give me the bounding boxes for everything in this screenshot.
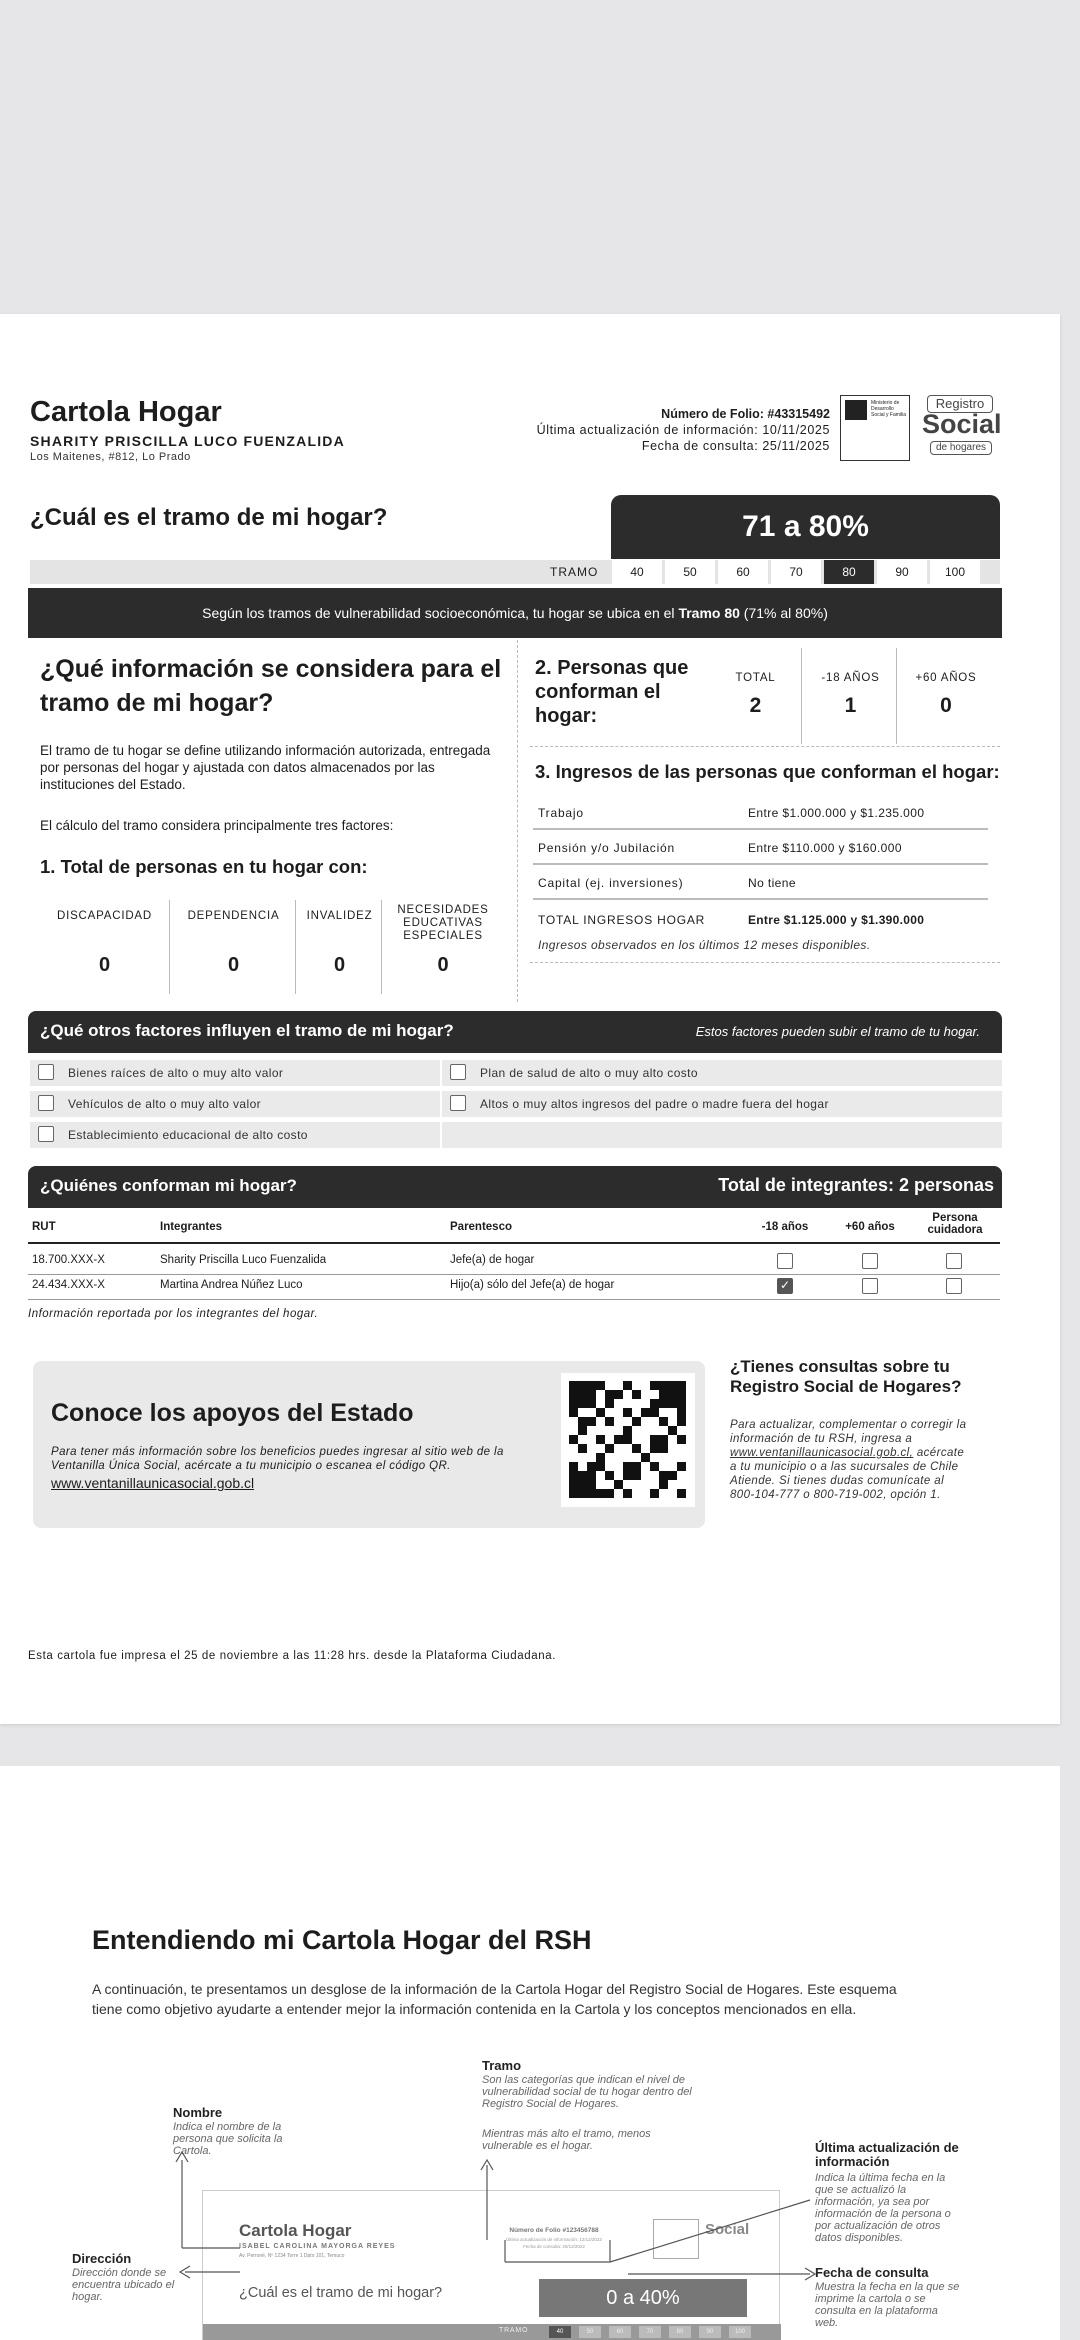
disability-col: [384, 900, 502, 994]
row-rule: [28, 1299, 1000, 1300]
qr-module: [659, 1381, 668, 1390]
household-value: 2: [749, 694, 762, 717]
household-value: 0: [940, 694, 952, 717]
factor-row-empty: [442, 1122, 1002, 1148]
table-row: [0, 1250, 1060, 1274]
income-value: Entre $1.000.000 y $1.235.000: [748, 806, 925, 820]
help-link[interactable]: www.ventanillaunicasocial.gob.cl,: [730, 1447, 914, 1459]
qr-module: [668, 1399, 677, 1408]
mini-tramo-tick: 60: [609, 2326, 631, 2338]
disability-col: [40, 900, 170, 994]
rsh-logo: Social: [705, 2221, 750, 2238]
mini-tramo-tick: 40: [549, 2326, 571, 2338]
disability-value: 0: [98, 954, 111, 976]
qr-module: [569, 1381, 578, 1390]
factor-row: [30, 1091, 440, 1117]
income-divider: [533, 898, 988, 900]
disability-label: DISCAPACIDAD: [56, 910, 152, 922]
qr-module: [569, 1489, 578, 1498]
table-row: [0, 1275, 1060, 1299]
factor-checkbox[interactable]: [450, 1064, 466, 1080]
disability-col: [172, 900, 296, 994]
qr-module: [623, 1489, 632, 1498]
disability-label: NECESIDADES EDUCATIVAS ESPECIALES: [397, 904, 489, 942]
tramo-tick: 50: [665, 560, 715, 584]
household-col: [805, 648, 897, 744]
qr-module: [614, 1480, 623, 1489]
member-rut: 24.434.XXX-X: [32, 1279, 105, 1291]
section-3-title: 3. Ingresos de las personas que conforman el hogar:: [535, 761, 1000, 782]
members-header: ¿Quiénes conforman mi hogar? Total de integrantes: 2 personas: [28, 1166, 1002, 1208]
ann-update-title: Última actualización de información: [815, 2140, 959, 2169]
qr-module: [614, 1390, 623, 1399]
rsh-logo: Registro Social de hogares: [922, 396, 1002, 453]
qr-module: [578, 1471, 587, 1480]
qr-module: [650, 1399, 659, 1408]
qr-module: [587, 1489, 596, 1498]
disability-label: INVALIDEZ: [306, 910, 373, 922]
table-header: RUT: [32, 1221, 56, 1233]
qr-module: [623, 1435, 632, 1444]
disability-label: DEPENDENCIA: [187, 910, 280, 922]
total-income-value: Entre $1.125.000 y $1.390.000: [748, 913, 925, 927]
ann-tramo-title: Tramo: [482, 2058, 522, 2073]
chile-shield-icon: [845, 400, 867, 420]
household-value: 1: [844, 694, 857, 717]
qr-module: [578, 1489, 587, 1498]
income-value: No tiene: [748, 876, 796, 890]
qr-module: [632, 1462, 641, 1471]
income-value: Entre $110.000 y $160.000: [748, 841, 902, 855]
last-update: Última actualización de información: 10/11/2025: [536, 423, 830, 437]
divider: [530, 962, 1000, 963]
qr-module: [659, 1417, 668, 1426]
qr-module: [596, 1408, 605, 1417]
member-name: Martina Andrea Núñez Luco: [160, 1279, 303, 1291]
table-header: -18 años: [761, 1221, 809, 1233]
tramo-tick: 90: [877, 560, 927, 584]
qr-module: [632, 1390, 641, 1399]
member-rut: 18.700.XXX-X: [32, 1254, 105, 1266]
ann-date-title: Fecha de consulta: [815, 2265, 929, 2280]
mini-tramo-tick: 80: [669, 2326, 691, 2338]
table-header-rule: [28, 1242, 1000, 1244]
qr-module: [578, 1480, 587, 1489]
household-label: -18 AÑOS: [821, 672, 880, 684]
qr-module: [596, 1489, 605, 1498]
qr-module: [587, 1480, 596, 1489]
qr-module: [587, 1471, 596, 1480]
qr-module: [605, 1417, 614, 1426]
factor-row: [30, 1122, 440, 1148]
qr-module: [641, 1408, 650, 1417]
qr-module: [677, 1462, 686, 1471]
qr-module: [677, 1489, 686, 1498]
ann-name-desc: Indica el nombre de la persona que solicita la Cartola.: [173, 2121, 283, 2157]
qr-module: [677, 1390, 686, 1399]
factors-header: ¿Qué otros factores influyen el tramo de mi hogar? Estos factores pueden subir el tramo de tu hogar.: [28, 1011, 1002, 1053]
qr-module: [578, 1390, 587, 1399]
qr-module: [632, 1444, 641, 1453]
qr-module: [641, 1453, 650, 1462]
factor-label: Bienes raíces de alto o muy alto valor: [68, 1066, 284, 1080]
page-title: Cartola Hogar: [30, 396, 222, 428]
disability-value: 0: [227, 954, 240, 976]
table-header: Persona cuidadora: [927, 1212, 983, 1236]
qr-module: [569, 1435, 578, 1444]
factor-label: Establecimiento educacional de alto costo: [68, 1128, 308, 1142]
checked-checkbox[interactable]: ✓: [777, 1278, 793, 1294]
factor-label: Altos o muy altos ingresos del padre o madre fuera del hogar: [480, 1097, 829, 1111]
ann-update-desc: Indica la última fecha en la que se actualizó la información, ya sea por información de la persona o por actualización de otros datos disponibles.: [815, 2172, 951, 2244]
qr-module: [659, 1390, 668, 1399]
factor-label: Plan de salud de alto o muy alto costo: [480, 1066, 698, 1080]
qr-module: [677, 1399, 686, 1408]
qr-module: [605, 1444, 614, 1453]
help-text: Para actualizar, complementar o corregir la información de tu RSH, ingresa a www.ventanillaunicasocial.gob.cl, acércate a tu municipio o a las sucursales de Chile Atiende. Si tienes dudas comunícate al 800-104-777 o 800-719-002, opción 1.: [730, 1419, 967, 1501]
factor-checkbox[interactable]: [38, 1095, 54, 1111]
qr-module: [677, 1435, 686, 1444]
qr-module: [569, 1471, 578, 1480]
qr-module: [569, 1480, 578, 1489]
qr-module: [659, 1444, 668, 1453]
qr-module: [632, 1417, 641, 1426]
mini-tramo-tick: 70: [639, 2326, 661, 2338]
disability-value: 0: [437, 954, 449, 976]
qr-module: [596, 1453, 605, 1462]
member-relationship: Hijo(a) sólo del Jefe(a) de hogar: [450, 1279, 615, 1291]
qr-module: [578, 1381, 587, 1390]
qr-module: [587, 1390, 596, 1399]
qr-module: [623, 1381, 632, 1390]
holder-name: SHARITY PRISCILLA LUCO FUENZALIDA: [30, 433, 345, 449]
income-note: Ingresos observados en los últimos 12 meses disponibles.: [538, 938, 871, 952]
disability-value: 0: [333, 954, 346, 976]
qr-module: [650, 1435, 659, 1444]
qr-module: [623, 1408, 632, 1417]
qr-module: [632, 1471, 641, 1480]
factor-checkbox[interactable]: [38, 1064, 54, 1080]
table-header: Parentesco: [450, 1221, 513, 1233]
factor-label: Vehículos de alto o muy alto valor: [68, 1097, 262, 1111]
qr-code-icon[interactable]: [561, 1373, 695, 1507]
folio-number: Número de Folio: #43315492: [661, 407, 830, 421]
qr-module: [668, 1471, 677, 1480]
support-card: [33, 1361, 705, 1528]
qr-module: [650, 1462, 659, 1471]
qr-module: [650, 1408, 659, 1417]
qr-module: [614, 1435, 623, 1444]
info-heading: ¿Qué información se considera para el tramo de mi hogar?: [40, 655, 502, 717]
guide-intro: A continuación, te presentamos un desglose de la información de la Cartola Hogar del Registro Social de Hogares. Este esquema tiene como objetivo ayudarte a entender mejor la información contenida en la Cartola y los conceptos mencionados en ella.: [92, 1981, 897, 2017]
ann-address-desc: Dirección donde se encuentra ubicado el hogar.: [72, 2267, 175, 2303]
qr-module: [650, 1444, 659, 1453]
tramo-result: 71 a 80%: [611, 495, 1000, 559]
qr-module: [578, 1426, 587, 1435]
factors-paragraph: El cálculo del tramo considera principalmente tres factores:: [40, 818, 394, 833]
print-footer: Esta cartola fue impresa el 25 de noviembre a las 11:28 hrs. desde la Plataforma Ciudadana.: [28, 1650, 557, 1662]
household-label: TOTAL: [735, 672, 776, 684]
factor-row: [30, 1060, 440, 1086]
ann-tramo-desc2: Mientras más alto el tramo, menos vulnerable es el hogar.: [482, 2128, 651, 2152]
tramo-scale: TRAMO 40 50 60 70 80 90 100: [30, 560, 1000, 584]
qr-module: [569, 1390, 578, 1399]
member-checkbox[interactable]: [946, 1253, 962, 1269]
holder-address: Los Maitenes, #812, Lo Prado: [30, 451, 191, 463]
tramo-question: ¿Cuál es el tramo de mi hogar?: [30, 504, 388, 531]
qr-module: [587, 1381, 596, 1390]
member-checkbox[interactable]: [946, 1278, 962, 1294]
tramo-tick: 80: [824, 560, 874, 584]
household-col: [710, 648, 802, 744]
factor-checkbox[interactable]: [38, 1126, 54, 1142]
qr-module: [569, 1462, 578, 1471]
column-divider: [517, 640, 518, 1002]
member-relationship: Jefe(a) de hogar: [450, 1254, 535, 1266]
qr-module: [659, 1471, 668, 1480]
qr-module: [605, 1471, 614, 1480]
member-checkbox[interactable]: [777, 1253, 793, 1269]
ministry-logo: Ministerio de Desarrollo Social y Familia: [840, 395, 910, 461]
factor-row: [442, 1091, 1002, 1117]
member-checkbox[interactable]: [862, 1253, 878, 1269]
qr-module: [677, 1381, 686, 1390]
qr-module: [596, 1381, 605, 1390]
mini-tramo-tick: 50: [579, 2326, 601, 2338]
tramo-tick: 40: [612, 560, 662, 584]
qr-module: [668, 1390, 677, 1399]
ann-date-desc: Muestra la fecha en la que se imprime la cartola o se consulta en la plataforma web.: [815, 2281, 960, 2329]
tramo-tick: 60: [718, 560, 768, 584]
qr-module: [677, 1417, 686, 1426]
mini-tramo-tick: 90: [699, 2326, 721, 2338]
household-label: +60 AÑOS: [915, 672, 977, 684]
qr-module: [596, 1435, 605, 1444]
guide-connectors: [0, 2100, 1060, 2340]
income-label: Pensión y/o Jubilación: [538, 841, 676, 855]
tramo-tick: 70: [771, 560, 821, 584]
qr-module: [623, 1471, 632, 1480]
mini-cartola: Cartola Hogar ISABEL CAROLINA MAYORGA REYES Av. Perroné, Nº 1234 Torre 1 Dpto 101, Temuco Número de Folio #123456788 Última actualización de información: 12/12/2022 Fecha de consulta: 20/12/2022 Social ¿Cuál es el tramo de mi hogar? 0 a 40% TRAMO 40 50 60 70 80 90 100: [202, 2190, 780, 2340]
support-link[interactable]: www.ventanillaunicasocial.gob.cl: [51, 1475, 255, 1491]
info-paragraph: El tramo de tu hogar se define utilizando información autorizada, entregada por personas del hogar y ajustada con datos almacenados por las instituciones del Estado.: [40, 743, 491, 792]
qr-module: [596, 1462, 605, 1471]
qr-module: [605, 1489, 614, 1498]
tramo-tick: 100: [930, 560, 980, 584]
qr-module: [650, 1381, 659, 1390]
tramo-banner: Según los tramos de vulnerabilidad socioeconómica, tu hogar se ubica en el Tramo 80 (71% al 80%): [28, 588, 1002, 638]
support-text: Para tener más información sobre los beneficios puedes ingresar al sitio web de la Ventanilla Única Social, acércate a tu municipio o escanea el código QR.: [51, 1446, 504, 1472]
income-divider: [533, 863, 988, 865]
ann-address-title: Dirección: [72, 2251, 132, 2266]
ann-name-title: Nombre: [173, 2105, 223, 2120]
qr-module: [659, 1480, 668, 1489]
section-1-title: 1. Total de personas en tu hogar con:: [40, 856, 368, 877]
divider: [530, 746, 1000, 747]
mini-tramo-tick: 100: [729, 2326, 751, 2338]
table-header: +60 años: [845, 1221, 895, 1233]
member-checkbox[interactable]: [862, 1278, 878, 1294]
qr-module: [650, 1489, 659, 1498]
members-note: Información reportada por los integrantes del hogar.: [28, 1308, 319, 1320]
help-title: ¿Tienes consultas sobre tu Registro Social de Hogares?: [730, 1357, 962, 1396]
section-2-title: 2. Personas que conforman el hogar:: [535, 657, 689, 727]
qr-module: [668, 1426, 677, 1435]
ann-tramo-desc: Son las categorías que indican el nivel de vulnerabilidad social de tu hogar dentro del Registro Social de Hogares.: [482, 2074, 692, 2110]
qr-module: [677, 1408, 686, 1417]
qr-module: [668, 1381, 677, 1390]
qr-module: [569, 1408, 578, 1417]
guide-title: Entendiendo mi Cartola Hogar del RSH: [92, 1925, 592, 1955]
support-title: Conoce los apoyos del Estado: [51, 1399, 414, 1427]
qr-module: [623, 1426, 632, 1435]
total-income-label: TOTAL INGRESOS HOGAR: [538, 913, 706, 927]
qr-module: [587, 1399, 596, 1408]
qr-module: [578, 1444, 587, 1453]
income-divider: [533, 828, 988, 830]
qr-module: [569, 1399, 578, 1408]
mini-tramo-scale: TRAMO 40 50 60 70 80 90 100: [203, 2324, 781, 2340]
qr-module: [623, 1462, 632, 1471]
qr-module: [605, 1390, 614, 1399]
factor-checkbox[interactable]: [450, 1095, 466, 1111]
member-name: Sharity Priscilla Luco Fuenzalida: [160, 1254, 327, 1266]
qr-module: [587, 1417, 596, 1426]
qr-module: [605, 1399, 614, 1408]
table-header: Integrantes: [160, 1221, 222, 1233]
qr-module: [578, 1417, 587, 1426]
query-date: Fecha de consulta: 25/11/2025: [641, 439, 830, 453]
income-label: Capital (ej. inversiones): [538, 876, 684, 890]
disability-col: [298, 900, 382, 994]
factor-row: [442, 1060, 1002, 1086]
qr-module: [587, 1462, 596, 1471]
income-label: Trabajo: [538, 806, 584, 820]
qr-module: [659, 1399, 668, 1408]
qr-module: [578, 1399, 587, 1408]
household-col: [900, 648, 992, 744]
qr-module: [659, 1435, 668, 1444]
